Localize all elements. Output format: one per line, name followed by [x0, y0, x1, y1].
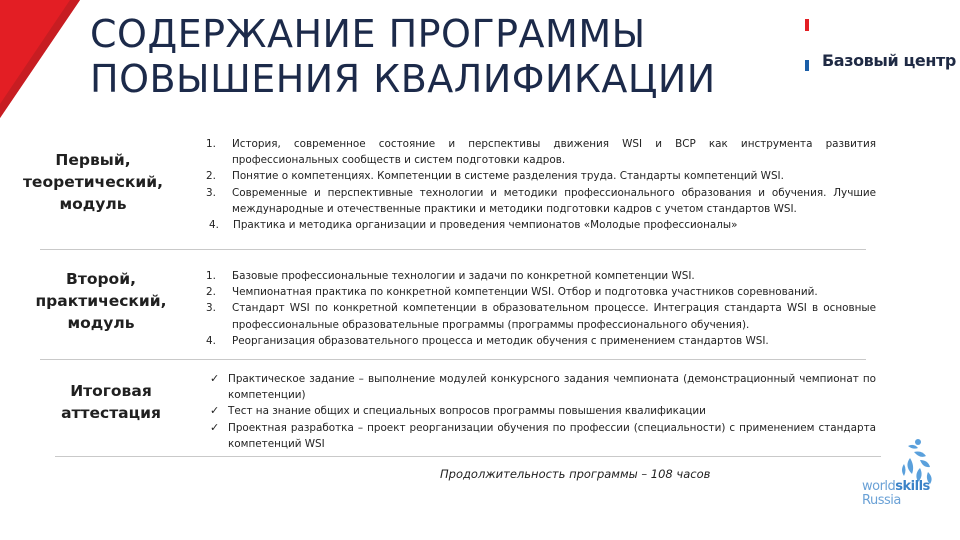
divider	[40, 249, 866, 250]
item-text: Проектная разработка – проект реорганизации обучения по профессии (специальности) с применением стандарта компетенций WSI	[228, 421, 876, 450]
list-item	[206, 185, 876, 217]
page-title	[90, 12, 790, 102]
program-duration: Продолжительность программы – 108 часов	[440, 467, 711, 481]
check-item	[206, 420, 876, 452]
module-2-label-line: модуль	[67, 314, 135, 332]
final-assessment-label-line: Итоговая	[70, 382, 152, 400]
item-number: 4.	[209, 219, 219, 232]
item-text: Базовые профессиональные технологии и задачи по конкретной компетенции WSI.	[232, 270, 695, 282]
item-text: Понятие о компетенциях. Компетенции в системе разделения труда. Стандарты компетенций WSI.	[232, 170, 784, 183]
list-item	[206, 268, 876, 284]
item-number: 1.	[206, 270, 216, 282]
worldskills-country: Russia	[862, 493, 901, 508]
module-2-label-line: практический,	[35, 292, 167, 310]
list-item	[206, 217, 876, 233]
module-1-label-line: Первый,	[55, 151, 131, 169]
list-item	[206, 168, 876, 184]
module-1-label-line: модуль	[59, 195, 127, 213]
checkmark-icon: ✓	[210, 404, 220, 418]
module-1-label-line: теоретический,	[22, 173, 164, 191]
brand-bar-blue	[805, 60, 809, 71]
list-item	[206, 333, 876, 349]
item-number: 2.	[206, 286, 216, 299]
final-assessment-label-line: аттестация	[61, 404, 161, 422]
page-title-line-2: ПОВЫШЕНИЯ КВАЛИФИКАЦИИ	[90, 57, 716, 101]
item-text: Стандарт WSI по конкретной компетенции в образовательном процессе. Интеграция стандарта WSI в основные профессиональные образовательные программы (программы профессионального обучения).	[232, 302, 876, 331]
item-text: Практическое задание – выполнение модулей конкурсного задания чемпионата (демонстрационный чемпионат по компетенции)	[228, 373, 876, 402]
worldskills-skills: skills	[895, 479, 930, 494]
module-1-label	[22, 149, 164, 215]
item-number: 3.	[206, 186, 216, 199]
item-number: 2.	[206, 170, 216, 183]
divider	[55, 456, 881, 457]
item-number: 4.	[206, 334, 216, 347]
module-2-label	[30, 268, 172, 334]
final-assessment-label	[40, 380, 182, 424]
item-number: 1.	[206, 138, 216, 150]
list-item	[206, 136, 876, 168]
check-item	[206, 371, 876, 403]
item-text: Чемпионатная практика по конкретной компетенции WSI. Отбор и подготовка участников соревнований.	[232, 286, 818, 299]
divider	[40, 359, 866, 360]
module-1-content	[206, 136, 876, 233]
item-text: История, современное состояние и перспективы движения WSI и ВСР как инструмента развития профессиональных сообществ и систем подготовки кадров.	[232, 138, 876, 167]
item-text: Тест на знание общих и специальных вопросов программы повышения квалификации	[228, 405, 706, 418]
module-2-label-line: Второй,	[66, 270, 136, 288]
brand-bar-red	[805, 19, 809, 31]
item-text: Практика и методика организации и проведения чемпионатов «Молодые профессионалы»	[233, 219, 738, 232]
checkmark-icon: ✓	[210, 372, 220, 385]
corner-decoration	[0, 0, 80, 150]
final-assessment-content	[206, 371, 876, 452]
brand-name: Базовый центр	[822, 51, 956, 70]
worldskills-wordmark	[862, 480, 930, 508]
page-title-line-1: СОДЕРЖАНИЕ ПРОГРАММЫ	[90, 12, 646, 56]
list-item	[206, 300, 876, 332]
item-number: 3.	[206, 302, 216, 315]
module-2-content	[206, 268, 876, 349]
worldskills-line	[862, 480, 930, 494]
check-item	[206, 403, 876, 419]
list-item	[206, 284, 876, 300]
checkmark-icon: ✓	[210, 420, 220, 434]
item-text: Современные и перспективные технологии и методики профессионального образования и обучения. Лучшие международные и отечественные практики и методики подготовки кадров с учетом стандартов WSI.	[232, 186, 876, 215]
worldskills-world: world	[862, 479, 896, 494]
item-text: Реорганизация образовательного процесса и методик обучения с применением стандартов WSI.	[232, 334, 769, 347]
